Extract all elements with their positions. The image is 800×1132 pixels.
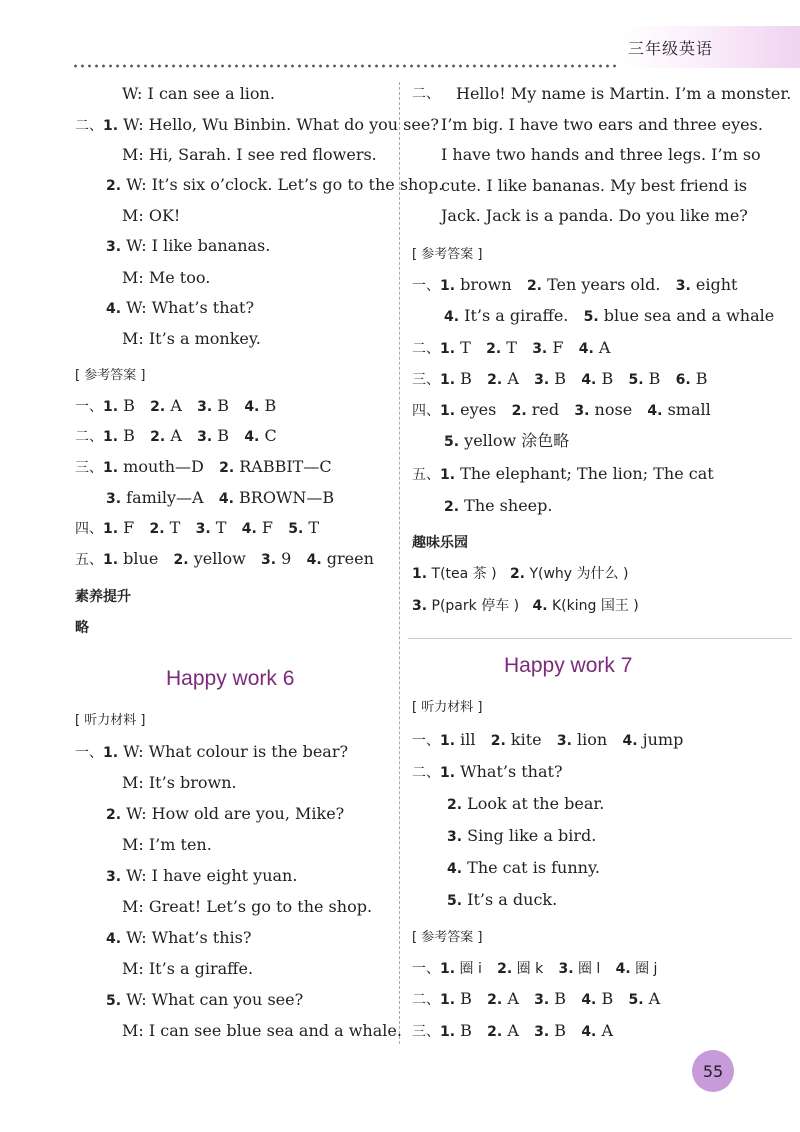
dialogue-line: 4. W: What’s this? [106, 928, 252, 947]
answer-row: 二、1. T 2. T 3. F 4. A [412, 338, 611, 357]
dialogue-line: 2. W: How old are you, Mike? [106, 804, 345, 823]
paragraph-line: Jack. Jack is a panda. Do you like me? [441, 206, 748, 225]
paragraph-line: cute. I like bananas. My best friend is [441, 176, 748, 195]
extra-label: 素养提升 [75, 589, 131, 605]
listening-row: 一、1. ill 2. kite 3. lion 4. jump [412, 730, 684, 749]
paragraph-line: I’m big. I have two ears and three eyes. [441, 115, 763, 134]
fun-row: 3. P(park 停车 ) 4. K(king 国王 ) [412, 598, 639, 614]
listening-row: 3. Sing like a bird. [447, 826, 597, 845]
listening-row: 5. It’s a duck. [447, 890, 558, 909]
dialogue-line: M: It’s a giraffe. [122, 959, 254, 978]
listening-row: 4. The cat is funny. [447, 858, 600, 877]
answer-row: 一、1. brown 2. Ten years old. 3. eight [412, 275, 738, 294]
dialogue-line: M: Me too. [122, 268, 211, 287]
dialogue-line: 5. W: What can you see? [106, 990, 304, 1009]
dialogue-line: M: It’s a monkey. [122, 329, 261, 348]
answer-row: 5. yellow 涂色略 [444, 431, 570, 450]
listening-row: 2. Look at the bear. [447, 794, 605, 813]
header-label: 三年级英语 [628, 39, 714, 58]
page-number: 55 [692, 1050, 734, 1092]
dialogue-line: 2. W: It’s six o’clock. Let’s go to the shop. [106, 175, 444, 194]
section-divider [408, 638, 792, 639]
answer-row: 4. It’s a giraffe. 5. blue sea and a whale [444, 306, 775, 325]
listening-label: [ 听力材料 ] [75, 713, 146, 728]
answer-row: 五、1. The elephant; The lion; The cat [412, 464, 714, 483]
answers-label: [ 参考答案 ] [75, 368, 146, 383]
dialogue-line: 二、1. W: Hello, Wu Binbin. What do you see? [75, 115, 439, 134]
dialogue-line: M: It’s brown. [122, 773, 237, 792]
header-dotted-rule [72, 64, 620, 68]
section-marker: 二、 [412, 86, 440, 102]
answer-row: 一、1. 圈 i 2. 圈 k 3. 圈 l 4. 圈 j [412, 961, 658, 977]
answer-row: 二、1. B 2. A 3. B 4. C [75, 426, 277, 445]
dialogue-line: 一、1. W: What colour is the bear? [75, 742, 349, 761]
dialogue-line: M: Great! Let’s go to the shop. [122, 897, 373, 916]
fun-row: 1. T(tea 茶 ) 2. Y(why 为什么 ) [412, 566, 629, 582]
paragraph-line: Hello! My name is Martin. I’m a monster. [456, 84, 792, 103]
answer-row: 二、1. B 2. A 3. B 4. B 5. A [412, 989, 661, 1008]
dialogue-line: M: OK! [122, 206, 181, 225]
paragraph-line: I have two hands and three legs. I’m so [441, 145, 761, 164]
answer-row: 三、1. B 2. A 3. B 4. A [412, 1021, 614, 1040]
answer-row: 五、1. blue 2. yellow 3. 9 4. green [75, 549, 374, 568]
answer-row: 四、1. eyes 2. red 3. nose 4. small [412, 400, 711, 419]
listening-row: 二、1. What’s that? [412, 762, 563, 781]
dialogue-line: 4. W: What’s that? [106, 298, 255, 317]
column-divider [399, 82, 400, 1044]
fun-label: 趣味乐园 [412, 535, 468, 551]
answer-row: 2. The sheep. [444, 496, 553, 515]
dialogue-line: M: Hi, Sarah. I see red flowers. [122, 145, 377, 164]
dialogue-line: M: I’m ten. [122, 835, 212, 854]
answers-label: [ 参考答案 ] [412, 247, 483, 262]
answer-row: 三、1. B 2. A 3. B 4. B 5. B 6. B [412, 369, 708, 388]
answer-row: 一、1. B 2. A 3. B 4. B [75, 396, 277, 415]
extra-text: 略 [75, 620, 89, 636]
dialogue-line: 3. W: I like bananas. [106, 236, 271, 255]
listening-label: [ 听力材料 ] [412, 700, 483, 715]
dialogue-line: W: I can see a lion. [122, 84, 275, 103]
happy-work-7-title: Happy work 7 [504, 654, 633, 677]
answer-row: 三、1. mouth—D 2. RABBIT—C [75, 457, 332, 476]
answers-label: [ 参考答案 ] [412, 930, 483, 945]
answer-row: 四、1. F 2. T 3. T 4. F 5. T [75, 518, 320, 537]
happy-work-6-title: Happy work 6 [166, 667, 295, 690]
answer-row: 3. family—A 4. BROWN—B [106, 488, 335, 507]
dialogue-line: M: I can see blue sea and a whale. [122, 1021, 402, 1040]
dialogue-line: 3. W: I have eight yuan. [106, 866, 298, 885]
